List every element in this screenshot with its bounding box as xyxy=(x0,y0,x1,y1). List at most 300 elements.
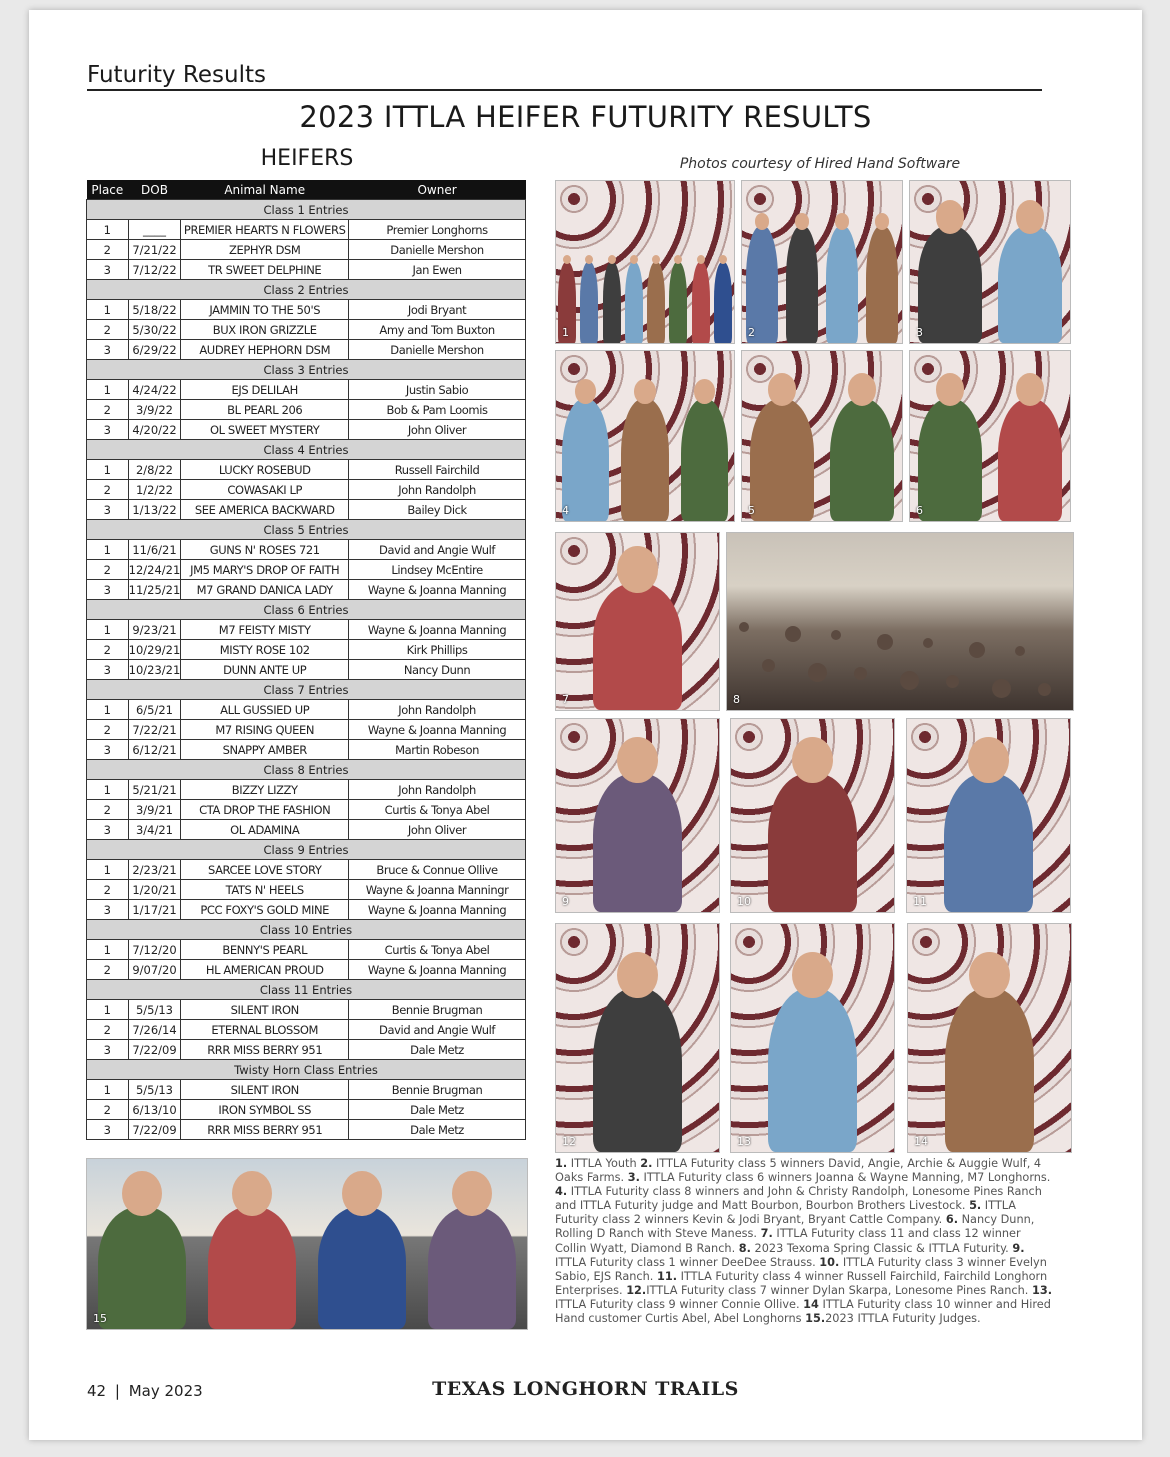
photo-6 xyxy=(909,350,1071,522)
class-label: Class 5 Entries xyxy=(87,520,526,540)
table-row xyxy=(87,660,526,680)
cell-text: Danielle Mershon xyxy=(390,242,484,257)
person-head xyxy=(617,737,657,783)
cell-text: Danielle Mershon xyxy=(390,342,484,357)
animal-name-cell xyxy=(181,460,349,480)
person-head xyxy=(792,737,832,783)
place-cell: 2 xyxy=(87,400,129,420)
animal-name-cell xyxy=(181,480,349,500)
table-title: HEIFERS xyxy=(260,146,354,171)
cell-text: Bennie Brugman xyxy=(391,1002,483,1017)
photo-number: 1 xyxy=(562,326,569,339)
owner-cell xyxy=(349,1120,526,1140)
place-cell: 2 xyxy=(87,1100,129,1120)
person-head xyxy=(1016,373,1045,406)
dob-cell: 7/22/09 xyxy=(128,1120,181,1140)
class-header-row xyxy=(87,360,526,380)
crowd-silhouette xyxy=(1038,683,1051,696)
person-head xyxy=(652,255,660,264)
person-head xyxy=(795,213,809,230)
table-row xyxy=(87,1120,526,1140)
owner-cell xyxy=(349,540,526,560)
place-cell: 3 xyxy=(87,580,129,600)
page-title: 2023 ITTLA HEIFER FUTURITY RESULTS xyxy=(299,100,872,134)
dob-cell: 5/5/13 xyxy=(128,1000,181,1020)
cell-text: Bennie Brugman xyxy=(391,1082,483,1097)
person-head xyxy=(617,952,657,998)
cell-text: John Oliver xyxy=(407,822,467,837)
place-cell: 2 xyxy=(87,1020,129,1040)
section-divider xyxy=(87,89,1042,91)
place-cell: 3 xyxy=(87,740,129,760)
photo-3 xyxy=(909,180,1071,344)
animal-name-cell xyxy=(181,720,349,740)
column-header: Animal Name xyxy=(181,180,349,200)
person-silhouette xyxy=(593,773,683,912)
person-head xyxy=(617,546,657,592)
animal-name-cell xyxy=(181,660,349,680)
person-head xyxy=(755,213,769,230)
table-row xyxy=(87,960,526,980)
cell-text: John Randolph xyxy=(398,702,476,717)
crowd-silhouette xyxy=(877,634,893,650)
animal-name-cell xyxy=(181,560,349,580)
caption-number: 12. xyxy=(626,1283,647,1297)
owner-cell xyxy=(349,820,526,840)
caption-number: 13. xyxy=(1031,1283,1052,1297)
cell-text: JAMMIN TO THE 50'S xyxy=(209,302,321,317)
table-row xyxy=(87,700,526,720)
owner-cell xyxy=(349,340,526,360)
table-row xyxy=(87,900,526,920)
person-head xyxy=(768,373,797,406)
dob-cell: 10/29/21 xyxy=(128,640,181,660)
table-row xyxy=(87,420,526,440)
class-label: Class 1 Entries xyxy=(87,200,526,220)
place-cell: 2 xyxy=(87,640,129,660)
cell-text: BENNY'S PEARL xyxy=(222,942,308,957)
dob-cell: 6/13/10 xyxy=(128,1100,181,1120)
photo-4 xyxy=(555,350,735,522)
class-label: Class 8 Entries xyxy=(87,760,526,780)
owner-cell xyxy=(349,880,526,900)
caption-text: ITTLA Youth xyxy=(567,1157,641,1170)
dob-cell: 7/12/22 xyxy=(128,260,181,280)
person-silhouette xyxy=(998,399,1062,521)
person-silhouette xyxy=(750,399,814,521)
place-cell: 1 xyxy=(87,780,129,800)
owner-cell xyxy=(349,960,526,980)
cell-text: Kirk Phillips xyxy=(406,642,468,657)
photo-number: 15 xyxy=(93,1312,107,1325)
caption-text: ITTLA Futurity class 4 winner Russell Fairchild, Fairchild Longhorn Enterprises. xyxy=(555,1269,1048,1297)
animal-name-cell xyxy=(181,1100,349,1120)
cell-text: SARCEE LOVE STORY xyxy=(207,862,322,877)
table-row xyxy=(87,1040,526,1060)
cell-text: Wayne & Joanna Manning xyxy=(367,902,507,917)
animal-name-cell xyxy=(181,1120,349,1140)
table-row xyxy=(87,640,526,660)
cell-text: RRR MISS BERRY 951 xyxy=(207,1042,323,1057)
caption-text: ITTLA Futurity class 2 winners Kevin & Jodi Bryant, Bryant Cattle Company. xyxy=(555,1199,1017,1227)
owner-cell xyxy=(349,320,526,340)
photo-7 xyxy=(555,532,720,711)
animal-name-cell xyxy=(181,740,349,760)
cell-text: JM5 MARY'S DROP OF FAITH xyxy=(190,562,340,577)
cell-text: TATS N' HEELS xyxy=(225,882,304,897)
dob-cell: 4/24/22 xyxy=(128,380,181,400)
caption-text: ITTLA Futurity class 7 winner Dylan Skarpa, Lonesome Pines Ranch. xyxy=(646,1283,1032,1297)
table-row xyxy=(87,340,526,360)
table-row xyxy=(87,380,526,400)
place-cell: 3 xyxy=(87,900,129,920)
animal-name-cell xyxy=(181,860,349,880)
caption-text: 2023 Texoma Spring Classic & ITTLA Futurity. xyxy=(750,1241,1013,1255)
cell-text: SEE AMERICA BACKWARD xyxy=(194,502,335,517)
place-cell: 1 xyxy=(87,300,129,320)
photo-1 xyxy=(555,180,735,344)
table-row xyxy=(87,460,526,480)
photo-credit: Photos courtesy of Hired Hand Software xyxy=(679,156,961,172)
animal-name-cell xyxy=(181,960,349,980)
owner-cell xyxy=(349,800,526,820)
animal-name-cell xyxy=(181,1080,349,1100)
cell-text: DUNN ANTE UP xyxy=(223,662,307,677)
crowd-silhouette xyxy=(900,671,919,690)
person-head xyxy=(634,379,655,404)
dob-cell: 11/25/21 xyxy=(128,580,181,600)
person-head xyxy=(719,255,727,264)
animal-name-cell xyxy=(181,340,349,360)
dob-cell: 7/26/14 xyxy=(128,1020,181,1040)
crowd-silhouette xyxy=(808,663,827,682)
person-silhouette xyxy=(714,262,732,343)
owner-cell xyxy=(349,500,526,520)
cell-text: LUCKY ROSEBUD xyxy=(218,462,311,477)
place-cell: 2 xyxy=(87,480,129,500)
person-head xyxy=(875,213,889,230)
photo-9 xyxy=(555,718,720,913)
animal-name-cell xyxy=(181,800,349,820)
photo-number: 4 xyxy=(562,504,569,517)
cell-text: GUNS N' ROSES 721 xyxy=(209,542,320,557)
caption-text: ITTLA Futurity class 6 winners Joanna & Wayne Manning, M7 Longhorns. xyxy=(639,1171,1051,1185)
dob-cell: 12/24/21 xyxy=(128,560,181,580)
dob-cell: 7/22/09 xyxy=(128,1040,181,1060)
table-row xyxy=(87,400,526,420)
dob-cell: 10/23/21 xyxy=(128,660,181,680)
place-cell: 3 xyxy=(87,260,129,280)
dob-cell: 7/22/21 xyxy=(128,720,181,740)
cell-text: Wayne & Joanna Manning xyxy=(367,622,507,637)
class-header-row xyxy=(87,200,526,220)
person-silhouette xyxy=(681,399,728,521)
crowd-silhouette xyxy=(854,667,867,680)
person-silhouette xyxy=(918,226,982,343)
table-row xyxy=(87,800,526,820)
owner-cell xyxy=(349,300,526,320)
person-silhouette xyxy=(593,988,683,1152)
place-cell: 2 xyxy=(87,960,129,980)
person-head xyxy=(848,373,877,406)
crowd-silhouette xyxy=(969,642,985,658)
place-cell: 2 xyxy=(87,800,129,820)
animal-name-cell xyxy=(181,820,349,840)
dob-cell: 5/30/22 xyxy=(128,320,181,340)
animal-name-cell xyxy=(181,1020,349,1040)
cell-text: David and Angie Wulf xyxy=(379,542,496,557)
place-cell: 3 xyxy=(87,660,129,680)
owner-cell xyxy=(349,620,526,640)
table-row xyxy=(87,220,526,240)
animal-name-cell xyxy=(181,780,349,800)
owner-cell xyxy=(349,780,526,800)
cell-text: OL ADAMINA xyxy=(230,822,300,837)
caption-text: ITTLA Futurity class 9 winner Connie Ollive. xyxy=(555,1297,804,1311)
person-head xyxy=(969,952,1009,998)
cell-text: BUX IRON GRIZZLE xyxy=(212,322,317,337)
person-head xyxy=(342,1171,382,1217)
cell-text: Wayne & Joanna Manningr xyxy=(365,882,509,897)
owner-cell xyxy=(349,380,526,400)
person-head xyxy=(835,213,849,230)
crowd-silhouette xyxy=(739,622,749,632)
column-header: DOB xyxy=(128,180,181,200)
class-label: Class 10 Entries xyxy=(87,920,526,940)
cell-text: Martin Robeson xyxy=(395,742,480,757)
animal-name-cell xyxy=(181,1000,349,1020)
animal-name-cell xyxy=(181,300,349,320)
cell-text: Jodi Bryant xyxy=(407,302,467,317)
table-row xyxy=(87,1080,526,1100)
photo-5 xyxy=(741,350,903,522)
owner-cell xyxy=(349,560,526,580)
place-cell: 2 xyxy=(87,880,129,900)
person-silhouette xyxy=(768,988,858,1152)
photo-number: 6 xyxy=(916,504,923,517)
caption-number: 5. xyxy=(969,1199,982,1213)
table-row xyxy=(87,560,526,580)
magazine-page xyxy=(29,10,1142,1440)
person-head xyxy=(630,255,638,264)
photo-number: 14 xyxy=(914,1135,928,1148)
person-silhouette xyxy=(944,773,1034,912)
dob-cell: 9/07/20 xyxy=(128,960,181,980)
cell-text: ALL GUSSIED UP xyxy=(220,702,310,717)
animal-name-cell xyxy=(181,880,349,900)
dob-cell: 5/21/21 xyxy=(128,780,181,800)
person-silhouette xyxy=(866,226,898,343)
table-row xyxy=(87,780,526,800)
person-silhouette xyxy=(830,399,894,521)
dob-cell: 5/18/22 xyxy=(128,300,181,320)
owner-cell xyxy=(349,740,526,760)
dob-cell: 1/17/21 xyxy=(128,900,181,920)
class-label: Class 4 Entries xyxy=(87,440,526,460)
cell-text: ZEPHYR DSM xyxy=(228,242,301,257)
caption-number: 2. xyxy=(640,1157,653,1170)
place-cell: 1 xyxy=(87,700,129,720)
animal-name-cell xyxy=(181,540,349,560)
cell-text: Lindsey McEntire xyxy=(391,562,483,577)
place-cell: 3 xyxy=(87,820,129,840)
cell-text: ETERNAL BLOSSOM xyxy=(211,1022,319,1037)
owner-cell xyxy=(349,1080,526,1100)
table-row xyxy=(87,940,526,960)
dob-cell: 3/4/21 xyxy=(128,820,181,840)
place-cell: 2 xyxy=(87,720,129,740)
person-head xyxy=(697,255,705,264)
cell-text: MISTY ROSE 102 xyxy=(219,642,310,657)
photo-number: 13 xyxy=(737,1135,751,1148)
class-label: Class 7 Entries xyxy=(87,680,526,700)
cell-text: M7 FEISTY MISTY xyxy=(218,622,311,637)
crowd-silhouette xyxy=(831,630,841,640)
person-silhouette xyxy=(998,226,1062,343)
animal-name-cell xyxy=(181,380,349,400)
dob-cell: 11/6/21 xyxy=(128,540,181,560)
cell-text: John Randolph xyxy=(398,782,476,797)
class-label: Class 2 Entries xyxy=(87,280,526,300)
owner-cell xyxy=(349,1040,526,1060)
owner-cell xyxy=(349,400,526,420)
owner-cell xyxy=(349,480,526,500)
caption-number: 14 xyxy=(803,1297,819,1311)
table-row xyxy=(87,620,526,640)
animal-name-cell xyxy=(181,420,349,440)
owner-cell xyxy=(349,700,526,720)
person-silhouette xyxy=(208,1207,296,1329)
person-silhouette xyxy=(692,262,710,343)
caption-text: ITTLA Futurity class 10 winner and Hired Hand customer Curtis Abel, Abel Longhorns xyxy=(555,1297,1051,1326)
crowd-silhouette xyxy=(1015,646,1025,656)
caption-text: ITTLA Futurity class 1 winner DeeDee Strauss. xyxy=(555,1255,820,1269)
caption-text: ITTLA Futurity class 5 winners David, Angie, Archie & Auggie Wulf, 4 Oaks Farms. xyxy=(555,1157,1042,1185)
photo-number: 9 xyxy=(562,895,569,908)
cell-text: OL SWEET MYSTERY xyxy=(210,422,320,437)
place-cell: 1 xyxy=(87,540,129,560)
photo-10 xyxy=(730,718,895,913)
table-row xyxy=(87,240,526,260)
animal-name-cell xyxy=(181,620,349,640)
class-header-row xyxy=(87,980,526,1000)
animal-name-cell xyxy=(181,940,349,960)
results-table xyxy=(86,180,526,1140)
person-silhouette xyxy=(918,399,982,521)
cell-text: Wayne & Joanna Manning xyxy=(367,722,507,737)
photo-number: 7 xyxy=(562,693,569,706)
cell-text: Bob & Pam Loomis xyxy=(386,402,488,417)
cell-text: SILENT IRON xyxy=(230,1002,299,1017)
cell-text: Russell Fairchild xyxy=(394,462,480,477)
person-head xyxy=(1016,200,1045,233)
person-silhouette xyxy=(318,1207,406,1329)
dob-cell: 3/9/22 xyxy=(128,400,181,420)
table-row xyxy=(87,880,526,900)
cell-text: RRR MISS BERRY 951 xyxy=(207,1122,323,1137)
cell-text: BL PEARL 206 xyxy=(227,402,303,417)
table-row xyxy=(87,1100,526,1120)
person-silhouette xyxy=(945,988,1035,1152)
crowd-silhouette xyxy=(946,675,959,688)
class-header-row xyxy=(87,840,526,860)
dob-cell: 5/5/13 xyxy=(128,1080,181,1100)
photo-captions xyxy=(555,1157,1055,1326)
class-header-row xyxy=(87,440,526,460)
photo-number: 12 xyxy=(562,1135,576,1148)
place-cell: 3 xyxy=(87,1040,129,1060)
table-header-row xyxy=(87,180,526,200)
owner-cell xyxy=(349,420,526,440)
animal-name-cell xyxy=(181,580,349,600)
person-silhouette xyxy=(621,399,668,521)
cell-text: M7 GRAND DANICA LADY xyxy=(196,582,333,597)
cell-text: John Oliver xyxy=(407,422,467,437)
animal-name-cell xyxy=(181,640,349,660)
place-cell: 1 xyxy=(87,620,129,640)
animal-name-cell xyxy=(181,900,349,920)
cell-text: PCC FOXY'S GOLD MINE xyxy=(200,902,330,917)
animal-name-cell xyxy=(181,240,349,260)
cell-text: John Randolph xyxy=(398,482,476,497)
place-cell: 3 xyxy=(87,1120,129,1140)
crowd-silhouette xyxy=(762,659,775,672)
place-cell: 3 xyxy=(87,340,129,360)
footer-separator: | xyxy=(114,1382,120,1400)
crowd-silhouette xyxy=(785,626,801,642)
dob-cell: 6/29/22 xyxy=(128,340,181,360)
cell-text: Nancy Dunn xyxy=(403,662,471,677)
class-header-row xyxy=(87,680,526,700)
photo-number: 3 xyxy=(916,326,923,339)
dob-cell: 9/23/21 xyxy=(128,620,181,640)
page-number: 42 xyxy=(87,1382,107,1400)
cell-text: David and Angie Wulf xyxy=(379,1022,496,1037)
caption-number: 9. xyxy=(1012,1241,1025,1255)
caption-number: 6. xyxy=(945,1213,958,1227)
dob-cell: 1/2/22 xyxy=(128,480,181,500)
owner-cell xyxy=(349,940,526,960)
person-head xyxy=(936,200,965,233)
place-cell: 1 xyxy=(87,220,129,240)
class-label: Class 3 Entries xyxy=(87,360,526,380)
cell-text: Wayne & Joanna Manning xyxy=(367,582,507,597)
section-title: Futurity Results xyxy=(87,62,266,88)
owner-cell xyxy=(349,640,526,660)
table-row xyxy=(87,320,526,340)
table-row xyxy=(87,500,526,520)
person-silhouette xyxy=(603,262,621,343)
owner-cell xyxy=(349,220,526,240)
photo-number: 5 xyxy=(748,504,755,517)
person-silhouette xyxy=(593,583,683,710)
owner-cell xyxy=(349,1000,526,1020)
dob-cell: 7/12/20 xyxy=(128,940,181,960)
owner-cell xyxy=(349,260,526,280)
cell-text: Dale Metz xyxy=(410,1042,464,1057)
table-row xyxy=(87,480,526,500)
cell-text: SNAPPY AMBER xyxy=(222,742,307,757)
person-head xyxy=(936,373,965,406)
person-silhouette xyxy=(669,262,687,343)
table-row xyxy=(87,540,526,560)
owner-cell xyxy=(349,580,526,600)
column-header: Owner xyxy=(349,180,526,200)
photo-12 xyxy=(555,923,720,1153)
owner-cell xyxy=(349,460,526,480)
place-cell: 1 xyxy=(87,380,129,400)
table-row xyxy=(87,860,526,880)
